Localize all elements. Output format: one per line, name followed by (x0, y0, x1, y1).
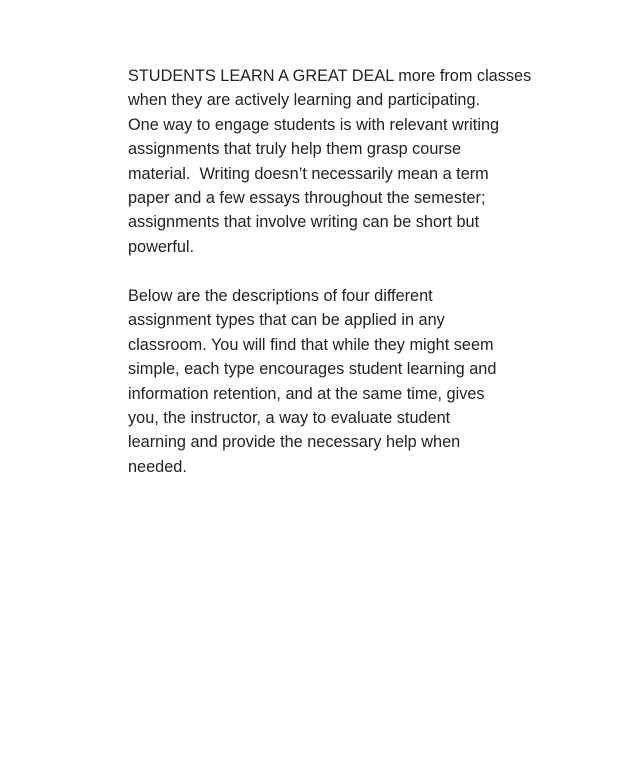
text-line: needed. (128, 457, 187, 476)
paragraph-assignment-types (128, 284, 528, 479)
text-line: One way to engage students is with relevant writing (128, 115, 500, 134)
text-line: when they are actively learning and participating. (128, 91, 481, 110)
text-line: simple, each type encourages student learning and (128, 360, 497, 379)
text-line: STUDENTS LEARN A GREAT DEAL more from classes (128, 67, 532, 85)
text-line: assignment types that can be applied in any (128, 311, 445, 330)
text-line: material. Writing doesn’t necessarily mean a term (128, 164, 489, 183)
text-line: learning and provide the necessary help when (128, 433, 461, 452)
text-line: Below are the descriptions of four different (128, 287, 433, 305)
text-line: classroom. You will find that while they might seem (128, 335, 494, 354)
paragraph-intro (128, 64, 532, 259)
text-line: paper and a few essays throughout the semester; (128, 189, 486, 208)
text-line: assignments that truly help them grasp course (128, 140, 462, 159)
text-line: you, the instructor, a way to evaluate student (128, 409, 451, 428)
text-line: powerful. (128, 237, 195, 256)
text-line: assignments that involve writing can be short but (128, 213, 480, 232)
text-line: information retention, and at the same time, gives (128, 384, 485, 403)
